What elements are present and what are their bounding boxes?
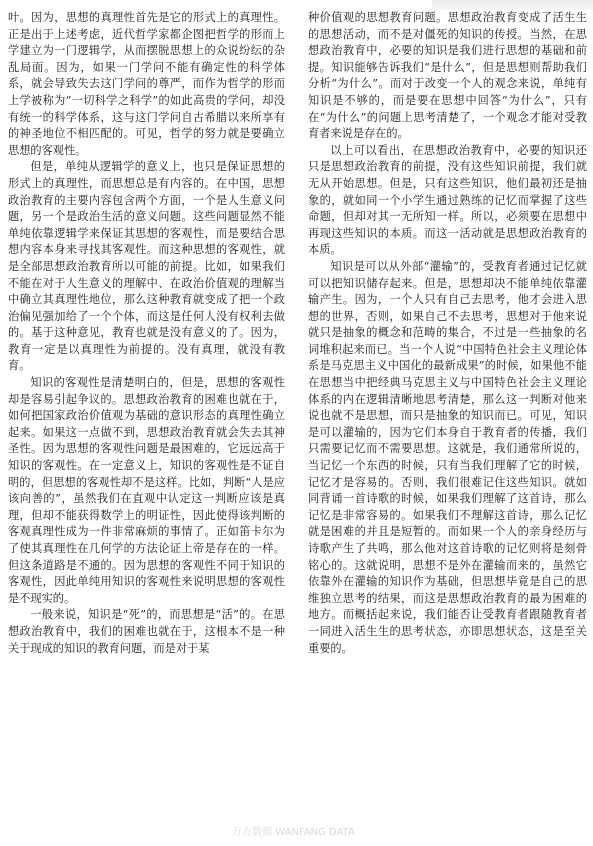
left-paragraph-4: 一般来说，知识是“死”的，而思想是“活”的。在思想政治教育中，我们的困难也就在于，这根本不是一种关于现成的知识的教育问题，而是对于某 [8, 608, 285, 655]
watermark: 万方数据 WANFANG DATA [232, 827, 355, 838]
left-paragraph-3: 知识的客观性是清楚明白的，但是，思想的客观性却是容易引起争议的。思想政治教育的困难也就在于，如何把国家政治价值观为基础的意识形态的真理性确立起来。如果这一点做不到，思想政治教育就会失去其神圣性。因为思想的客观性问题是最困难的，它远远高于知识的客观性。在一定意义上，知识的客观性是不证自明的，但思想的客观性却不是这样。比如，判断“人是应该向善的”，虽然我们在直观中认定这一判断应该是真理，但却不能获得数学上的明证性，因此使得该判断的客观真理性成为一件非常麻烦的事情了。正如笛卡尔为了使其真理性在几何学的方法论证上帝是存在的一样。但这条道路是不通的。因为思想的客观性不同于知识的客观性，因此单纯用知识的客观性来说明思想的客观性是不现实的。 [8, 376, 285, 605]
left-paragraph-2: 但是，单纯从逻辑学的意义上，也只是保证思想的形式上的真理性，而思想总是有内容的。在中国，思想政治教育的主要内容包含两个方面，一个是人生意义问题，另一个是政治生活的意义问题。这些问题显然不能单纯依靠逻辑学来保证其思想的客观性，而是要结合思想内容本身来寻找其客观性。而这种思想的客观性，就是全部思想政治教育所以可能的前提。比如，如果我们不能在对于人生意义的理解中、在政治价值观的理解当中确立其真理性地位，那么这种教育就变成了把一个政治偏见强加给了一个个体，而这是任何人没有权利去做的。基于这种意见，教育也就是没有意义的了。因为，教育一定是以真理性为前提的。没有真理，就没有教育。 [8, 160, 285, 373]
right-paragraph-1: 种价值观的思想教育问题。思想政治教育变成了活生生的思想活动，而不是对僵死的知识的传授。当然，在思想政治教育中，必要的知识是我们进行思想的基础和前提。知识能够告诉我们“是什么”，但是思想则帮助我们分析“为什么”。而对于改变一个人的观念来说，单纯有知识是不够的，而是要在思想中回答“为什么”，只有在“为什么”的问题上思考清楚了，一个观念才能对受教育者来说是存在的。 [308, 11, 587, 141]
right-column [308, 10, 587, 657]
scan-header-stamp [432, 0, 593, 10]
left-column [8, 10, 285, 657]
left-paragraph-1: 叶。因为，思想的真理性首先是它的形式上的真理性。正是出于上述考虑，近代哲学家都企图把哲学的形而上学建立为一门逻辑学，从而摆脱思想上的众说纷纭的杂乱局面。因为，如果一门学问不能有确定性的科学体系，就会导致失去这门学问的尊严，而作为哲学的形而上学被称为“一切科学之科学”的如此高贵的学问，却没有统一的科学体系，这与这门学问自古希腊以来所享有的神圣地位不相匹配的。可见，哲学的努力就是要确立思想的客观性。 [8, 11, 285, 157]
right-paragraph-3: 知识是可以从外部“灌输”的，受教育者通过记忆就可以把知识储存起来。但是，思想却决不能单纯依靠灌输产生。因为，一个人只有自己去思考，他才会进入思想的世界，否则，如果自己不去思考，思想对于他来说就只是抽象的概念和范畴的集合，不过是一些抽象的名词堆积起来而已。当一个人说“中国特色社会主义理论体系是马克思主义中国化的最新成果”的时候，如果他不能在思想当中把经典马克思主义与中国特色社会主义理论体系的内在逻辑清晰地思考清楚，那么这一判断对他来说也就不是思想，而只是抽象的知识而已。可见，知识是可以灌输的，因为它们本身自于教育者的传播，我们只需要记忆而不需要思想。这就是，我们通常所说的，当记忆一个东西的时候，只有当我们理解了它的时候，记忆才是容易的。否则，我们很难记住这些知识。就如同背诵一首诗歌的时候，如果我们理解了这首诗，那么记忆是非常容易的。如果我们不理解这首诗，那么记忆就是困难的并且是短暂的。而如果一个人的亲身经历与诗歌产生了共鸣，那么他对这首诗歌的记忆则将是刻骨铭心的。这就说明，思想不是外在灌输而来的，虽然它依靠外在灌输的知识作为基础，但思想毕竟是自己的思维独立思考的结果，而这是思想政治教育的最为困难的地方。而概括起来说，我们能否让受教育者跟随教育者一同进入活生生的思考状态，亦即思想状态，这是至关重要的。 [308, 259, 587, 655]
right-paragraph-2: 以上可以看出，在思想政治教育中，必要的知识还只是思想政治教育的前提，没有这些知识前提，我们就无从开始思想。但是，只有这些知识，他们最初还是抽象的，就如同一个小学生通过熟练的记忆而掌握了这些命题，但却对其一无所知一样。所以，必须要在思想中再现这些知识的本质。而这一活动就是思想政治教育的本质。 [308, 143, 587, 257]
